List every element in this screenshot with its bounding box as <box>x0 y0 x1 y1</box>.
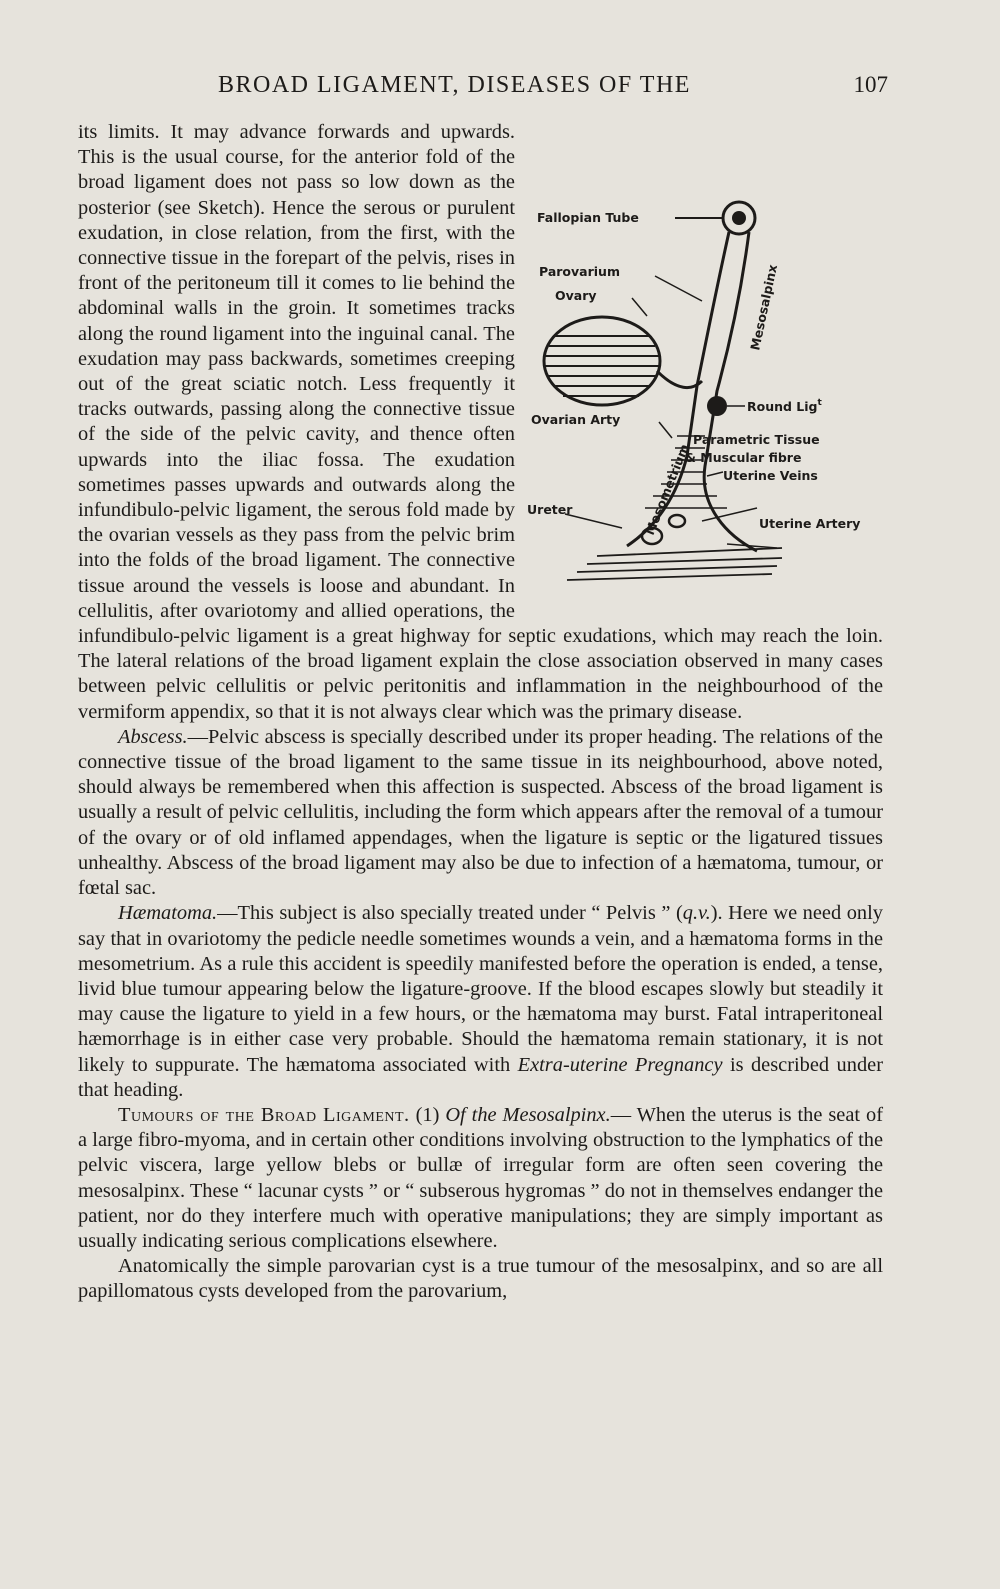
label-ureter: Ureter <box>527 502 573 517</box>
cross-reference: Extra-uterine Pregnancy <box>517 1053 723 1076</box>
paragraph-parovarian: Anatomically the simple parovarian cyst is a true tumour of the mesosalpinx, and so are all papillomatous cysts developed from the parovarium, <box>78 1255 883 1303</box>
tumours-subheading: Of the Mesosalpinx. <box>445 1103 611 1126</box>
label-round-ligament: Round Lig$^t$ <box>747 398 822 414</box>
label-uterine-artery: Uterine Artery <box>759 516 861 531</box>
label-mesometrium: Mesometrium <box>641 441 693 538</box>
paragraph-abscess: Abscess.—Pelvic abscess is specially described under its proper heading. The relations of the connective tissue of the broad ligament to the same tissue in its neighbourhood, above noted, should always be remembered when this affection is suspected. Abscess of the broad ligament is usually a result of pelvic cellulitis, including the form which appears after the removal of a tumour of the ovary or of old inflamed appendages, when the ligature is septic or the ligatured tissues unhealthy. Abscess of the broad ligament may also be due to infection of a hæmatoma, tumour, or fœtal sac. <box>78 725 883 900</box>
label-parametric-tissue: Parametric Tissue <box>693 432 820 447</box>
running-title: BROAD LIGAMENT, DISEASES OF THE <box>218 72 691 98</box>
paragraph-haematoma: Hæmatoma.—This subject is also specially treated under “ Pelvis ” (q.v.). Here we need only say that in ovariotomy the pedicle needle sometimes wounds a vein, and a hæmatoma forms in the mesometrium. As a rule this accident is speedily manifested before the operation is ended, a tense, livid blue tumour appearing below the ligature-groove. If the blood escapes slowly but steadily it may cause the ligature to yield in a few hours, or the hæmatoma may burst. Fatal intraperitoneal hæmorrhage is in either case very probable. Should the hæmatoma remain stationary, it is not likely to suppurate. The hæmatoma associated with Extra-uterine Pregnancy is described under that heading. <box>78 902 883 1101</box>
label-uterine-veins: Uterine Veins <box>723 468 818 483</box>
abscess-heading: Abscess. <box>118 725 188 748</box>
label-fallopian-tube: Fallopian Tube <box>537 210 639 225</box>
haematoma-heading: Hæmatoma. <box>118 902 218 925</box>
paragraph-tumours: Tumours of the Broad Ligament. (1) Of the Mesosalpinx.— When the uterus is the seat of a large fibro-myoma, and in certain other conditions involving obstruction to the lymphatics of the pelvic viscera, large yellow blebs or bullæ of irregular form are often seen covering the mesosalpinx. These “ lacunar cysts ” or “ subserous hygromas ” do not in themselves endanger the patient, nor do they interfere much with operative manipulations; they are simply important as usually indicating serious complications elsewhere. <box>78 1103 883 1252</box>
label-muscular-fibre: & Muscular fibre <box>685 450 802 465</box>
label-parovarium: Parovarium <box>539 264 620 279</box>
body-text <box>78 120 883 1305</box>
sketch-drawing <box>527 176 897 612</box>
page-header <box>78 72 888 112</box>
tumours-heading: Tumours of the Broad Ligament. <box>118 1103 410 1126</box>
paragraph-exudation: its limits. It may advance forwards and upwards. This is the usual course, for the anterior fold of the broad ligament does not pass so low down as the posterior (see Sketch). Hence the serous or purulent exudation, in close relation, from the first, with the connective tissue in the forepart of the pelvis, rises in front of the peritoneum till it comes to lie behind the abdominal walls in the groin. It sometimes tracks along the round ligament into the inguinal canal. The exudation may pass backwards, sometimes creeping out of the great sciatic notch. Less frequently it tracks outwards, passing along the connective tissue of the side of the pelvic cavity, and thence often upwards into the iliac fossa. The exudation sometimes passes upwards and outwards along the infundibulo-pelvic ligament, the serous fold made by the ovarian vessels as they pass from the pelvic brim into the folds of the broad ligament. The connective tissue around the vessels is loose and abundant. In cellulitis, after ovariotomy and allied operations, the infundibulo-pelvic ligament is a great highway for septic exudations, which may reach the loin. The lateral relations of the broad ligament explain the close association observed in many cases between pelvic cellulitis or pelvic peritonitis and inflammation in the neighbourhood of the vermiform appendix, so that it is not always clear which was the primary disease. <box>78 121 883 723</box>
label-ovarian-artery: Ovarian Arty <box>531 412 621 427</box>
label-ovary: Ovary <box>555 288 597 303</box>
label-mesosalpinx: Mesosalpinx <box>747 263 781 352</box>
page-number: 107 <box>853 72 888 97</box>
anatomical-sketch <box>527 176 897 612</box>
